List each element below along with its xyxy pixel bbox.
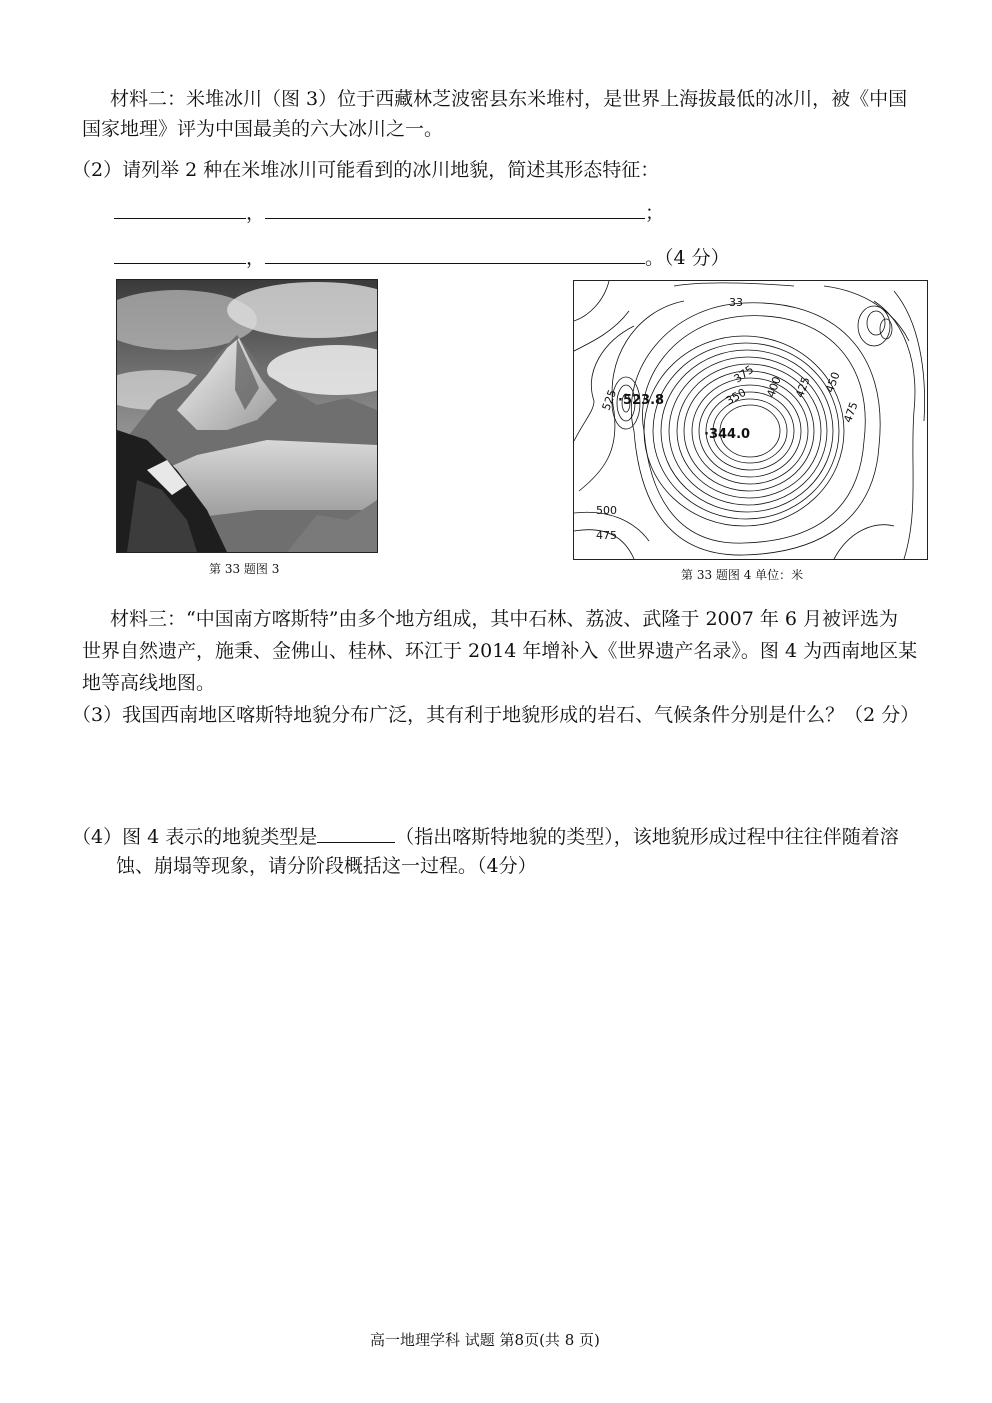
- contour-map-svg: [574, 281, 927, 559]
- semicolon: ；: [645, 202, 665, 224]
- contour-label-450: 450: [823, 370, 843, 395]
- comma: ，: [246, 247, 266, 269]
- answer-line-1: [114, 200, 664, 225]
- question-2: （2）请列举 2 种在米堆冰川可能看到的冰川地貌，简述其形态特征：: [72, 159, 660, 181]
- material2-line1: 材料二：米堆冰川（图 3）位于西藏林芝波密县东米堆村，是世界上海拔最低的冰川，被《中国: [110, 88, 908, 110]
- contour-label-400: 400: [764, 374, 784, 400]
- landform-type-blank[interactable]: [317, 824, 395, 843]
- figure3-caption: 第 33 题图 3: [209, 562, 280, 576]
- answer-blank-2b[interactable]: [265, 245, 645, 264]
- contour-label-350: 350: [723, 385, 749, 408]
- contour-label-top: 33: [729, 296, 743, 309]
- contour-map: [573, 280, 928, 560]
- contour-label-500: 500: [596, 504, 617, 517]
- answer-blank-2a[interactable]: [114, 245, 246, 264]
- contour-label-475-right: 475: [841, 400, 861, 425]
- comma: ，: [246, 202, 266, 224]
- question-4-line2: 蚀、崩塌等现象，请分阶段概括这一过程。（4分）: [116, 855, 537, 877]
- answer-blank-1a[interactable]: [114, 200, 246, 219]
- answer-line-2: [114, 245, 730, 270]
- contour-lines: [574, 281, 925, 559]
- question-4-line1: [72, 824, 899, 849]
- question-4-prefix: （4）图 4 表示的地貌类型是: [72, 826, 318, 848]
- material3-line2: 世界自然遗产，施秉、金佛山、桂林、环江于 2014 年增补入《世界遗产名录》。图 4 为西南地区某: [82, 640, 918, 662]
- contour-label-475: 475: [596, 529, 617, 542]
- contour-label-375: 375: [731, 362, 757, 386]
- question-3: （3）我国西南地区喀斯特地貌分布广泛，其有利于地貌形成的岩石、气候条件分别是什么？（2 分）: [72, 704, 920, 726]
- contour-label-525: 525: [599, 387, 620, 413]
- score-note: 。（4 分）: [645, 247, 730, 269]
- material2-line2: 国家地理》评为中国最美的六大冰川之一。: [82, 118, 444, 140]
- peak-elevation-1: ·523.8: [618, 393, 665, 408]
- question-4-suffix: （指出喀斯特地貌的类型），该地貌形成过程中往往伴随着溶: [395, 826, 899, 848]
- material3-line3: 地等高线地图。: [82, 672, 216, 694]
- answer-blank-1b[interactable]: [265, 200, 645, 219]
- peak-elevation-2: ·344.0: [704, 427, 751, 442]
- contour-label-425: 425: [793, 375, 813, 400]
- material3-line1: 材料三：“中国南方喀斯特”由多个地方组成，其中石林、荔波、武隆于 2007 年 6 月被评选为: [110, 608, 899, 630]
- glacier-photo-image: [117, 280, 377, 552]
- page-footer: 高一地理学科 试题 第8页(共 8 页): [370, 1331, 600, 1349]
- figure4-caption: 第 33 题图 4 单位：米: [681, 568, 804, 582]
- glacier-photo: [116, 279, 378, 553]
